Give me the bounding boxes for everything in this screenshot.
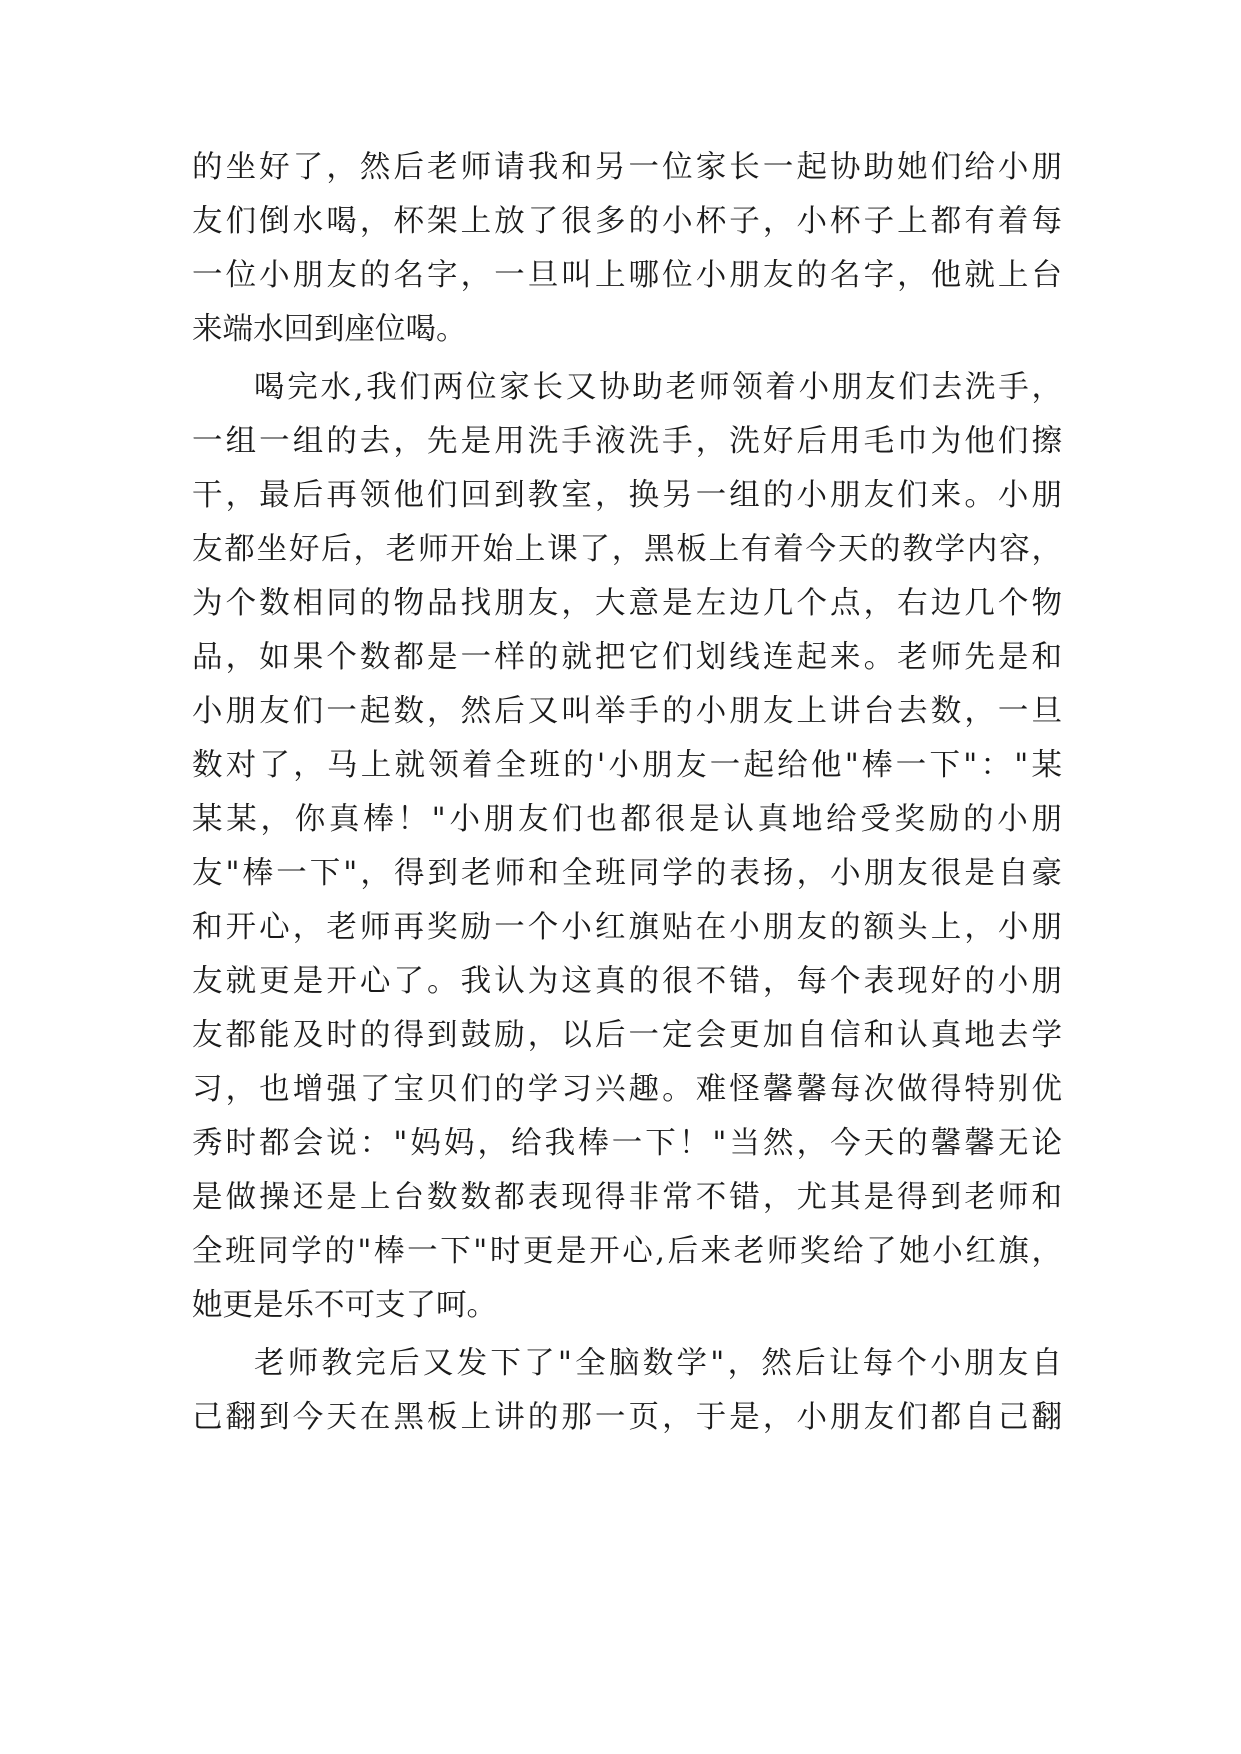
text-line: 友都坐好后，老师开始上课了，黑板上有着今天的教学内容， (192, 532, 1062, 567)
text-line: 友都能及时的得到鼓励，以后一定会更加自信和认真地去学 (192, 1018, 1062, 1053)
text-line: 为个数相同的物品找朋友，大意是左边几个点，右边几个物 (192, 586, 1062, 621)
text-line: 友"棒一下"，得到老师和全班同学的表扬，小朋友很是自豪 (192, 856, 1062, 891)
text-line: 喝完水,我们两位家长又协助老师领着小朋友们去洗手， (254, 370, 1062, 405)
text-line: 她更是乐不可支了呵。 (192, 1288, 497, 1323)
text-line: 的坐好了，然后老师请我和另一位家长一起协助她们给小朋 (192, 150, 1062, 185)
text-line: 一位小朋友的名字，一旦叫上哪位小朋友的名字，他就上台 (192, 258, 1062, 293)
text-line: 秀时都会说："妈妈，给我棒一下！"当然，今天的馨馨无论 (192, 1126, 1062, 1161)
text-line: 数对了，马上就领着全班的'小朋友一起给他"棒一下"："某 (192, 748, 1062, 783)
text-line: 全班同学的"棒一下"时更是开心,后来老师奖给了她小红旗， (192, 1234, 1062, 1269)
text-line: 某某，你真棒！"小朋友们也都很是认真地给受奖励的小朋 (192, 802, 1062, 837)
text-line: 干，最后再领他们回到教室，换另一组的小朋友们来。小朋 (192, 478, 1062, 513)
text-line: 一组一组的去，先是用洗手液洗手，洗好后用毛巾为他们擦 (192, 424, 1062, 459)
text-line: 习，也增强了宝贝们的学习兴趣。难怪馨馨每次做得特别优 (192, 1072, 1062, 1107)
text-line: 友就更是开心了。我认为这真的很不错，每个表现好的小朋 (192, 964, 1062, 999)
text-line: 品，如果个数都是一样的就把它们划线连起来。老师先是和 (192, 640, 1062, 675)
text-line: 老师教完后又发下了"全脑数学"，然后让每个小朋友自 (254, 1346, 1062, 1381)
text-line: 和开心，老师再奖励一个小红旗贴在小朋友的额头上，小朋 (192, 910, 1062, 945)
text-line: 是做操还是上台数数都表现得非常不错，尤其是得到老师和 (192, 1180, 1062, 1215)
text-line: 来端水回到座位喝。 (192, 312, 467, 347)
text-line: 小朋友们一起数，然后又叫举手的小朋友上讲台去数，一旦 (192, 694, 1062, 729)
text-line: 己翻到今天在黑板上讲的那一页，于是，小朋友们都自己翻 (192, 1400, 1062, 1435)
text-line: 友们倒水喝，杯架上放了很多的小杯子，小杯子上都有着每 (192, 204, 1062, 239)
